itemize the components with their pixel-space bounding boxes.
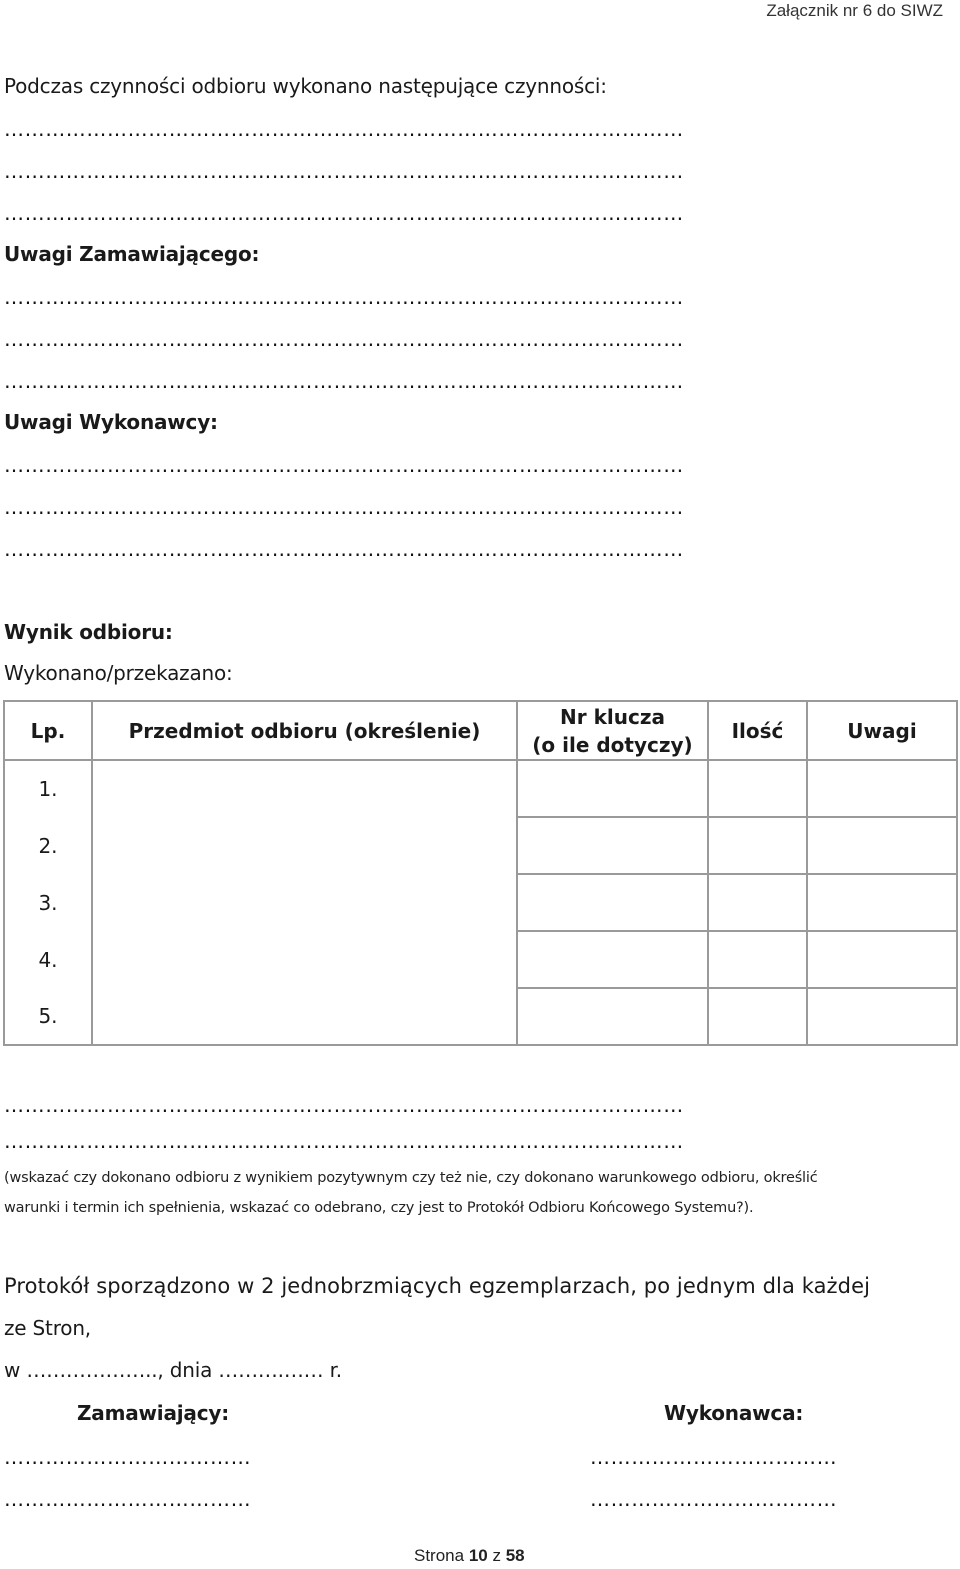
table-row: [4, 760, 957, 817]
contractor-remarks-label: Uwagi Wykonawcy:: [4, 410, 218, 434]
header-lp: Lp.: [4, 701, 92, 760]
table-row: [4, 931, 957, 988]
header-key-line1: Nr klucza: [560, 704, 665, 729]
instructions-line-1: (wskazać czy dokonano odbioru z wynikiem pozytywnym czy też nie, czy dokonano warunkowego odbioru, określić: [4, 1170, 818, 1186]
instructions-line-2: warunki i termin ich spełnienia, wskazać co odebrano, czy jest to Protokół Odbioru Końcowego Systemu?).: [4, 1200, 754, 1216]
page-footer: [414, 1546, 525, 1566]
dotted-line: ………………………………………………………………………………………: [4, 496, 684, 518]
cell-qty[interactable]: [708, 817, 807, 874]
row-number: 3.: [4, 874, 92, 931]
header-key-line2: (o ile dotyczy): [532, 732, 693, 757]
cell-notes[interactable]: [807, 874, 957, 931]
result-sublabel: Wykonano/przekazano:: [4, 661, 233, 685]
cell-notes[interactable]: [807, 817, 957, 874]
cell-notes[interactable]: [807, 988, 957, 1045]
dotted-line: ………………………………………………………………………………………: [4, 1094, 684, 1116]
header-subject: Przedmiot odbioru (określenie): [92, 701, 517, 760]
cell-subject[interactable]: [92, 988, 517, 1045]
footer-page-total: 58: [505, 1546, 525, 1565]
result-label: Wynik odbioru:: [4, 620, 173, 644]
table-row: [4, 874, 957, 931]
dotted-line: ………………………………………………………………………………………: [4, 1130, 684, 1152]
activities-label: Podczas czynności odbioru wykonano następujące czynności:: [4, 74, 607, 98]
cell-qty[interactable]: [708, 760, 807, 817]
row-number: 4.: [4, 931, 92, 988]
header-notes: Uwagi: [807, 701, 957, 760]
footer-prefix: Strona: [414, 1546, 465, 1565]
protocol-line-2: ze Stron,: [4, 1316, 91, 1340]
dotted-line: ………………………………………………………………………………………: [4, 202, 684, 224]
acceptance-table: [3, 700, 958, 1046]
ordering-remarks-label: Uwagi Zamawiającego:: [4, 242, 260, 266]
dotted-line: ………………………………………………………………………………………: [4, 160, 684, 182]
signature-ordering-label: Zamawiający:: [77, 1401, 230, 1425]
row-number: 1.: [4, 760, 92, 817]
cell-key[interactable]: [517, 874, 708, 931]
table-header-row: [4, 701, 957, 760]
signature-line-ordering: ………………………………: [4, 1446, 252, 1468]
signature-contractor-label: Wykonawca:: [664, 1401, 804, 1425]
table-row: [4, 817, 957, 874]
cell-notes[interactable]: [807, 931, 957, 988]
signature-line-contractor: ………………………………: [590, 1488, 838, 1510]
cell-subject[interactable]: [92, 760, 517, 817]
row-number: 5.: [4, 988, 92, 1045]
cell-key[interactable]: [517, 760, 708, 817]
place-date-line: w ……………….., dnia ……….…… r.: [4, 1358, 342, 1382]
cell-key[interactable]: [517, 931, 708, 988]
footer-page-number: 10: [468, 1546, 488, 1565]
protocol-line-1: Protokół sporządzono w 2 jednobrzmiących egzemplarzach, po jednym dla każdej: [4, 1274, 871, 1298]
header-key: [517, 701, 708, 760]
cell-key[interactable]: [517, 988, 708, 1045]
cell-qty[interactable]: [708, 988, 807, 1045]
cell-qty[interactable]: [708, 931, 807, 988]
header-qty: Ilość: [708, 701, 807, 760]
cell-subject[interactable]: [92, 874, 517, 931]
cell-subject[interactable]: [92, 931, 517, 988]
dotted-line: ………………………………………………………………………………………: [4, 286, 684, 308]
row-number: 2.: [4, 817, 92, 874]
signature-line-contractor: ………………………………: [590, 1446, 838, 1468]
dotted-line: ………………………………………………………………………………………: [4, 118, 684, 140]
dotted-line: ………………………………………………………………………………………: [4, 370, 684, 392]
cell-notes[interactable]: [807, 760, 957, 817]
dotted-line: ………………………………………………………………………………………: [4, 454, 684, 476]
cell-subject[interactable]: [92, 817, 517, 874]
footer-sep: z: [492, 1546, 501, 1565]
cell-qty[interactable]: [708, 874, 807, 931]
dotted-line: ………………………………………………………………………………………: [4, 328, 684, 350]
signature-line-ordering: ………………………………: [4, 1488, 252, 1510]
dotted-line: ………………………………………………………………………………………: [4, 538, 684, 560]
table-row: [4, 988, 957, 1045]
annex-label: Załącznik nr 6 do SIWZ: [766, 1, 943, 20]
cell-key[interactable]: [517, 817, 708, 874]
